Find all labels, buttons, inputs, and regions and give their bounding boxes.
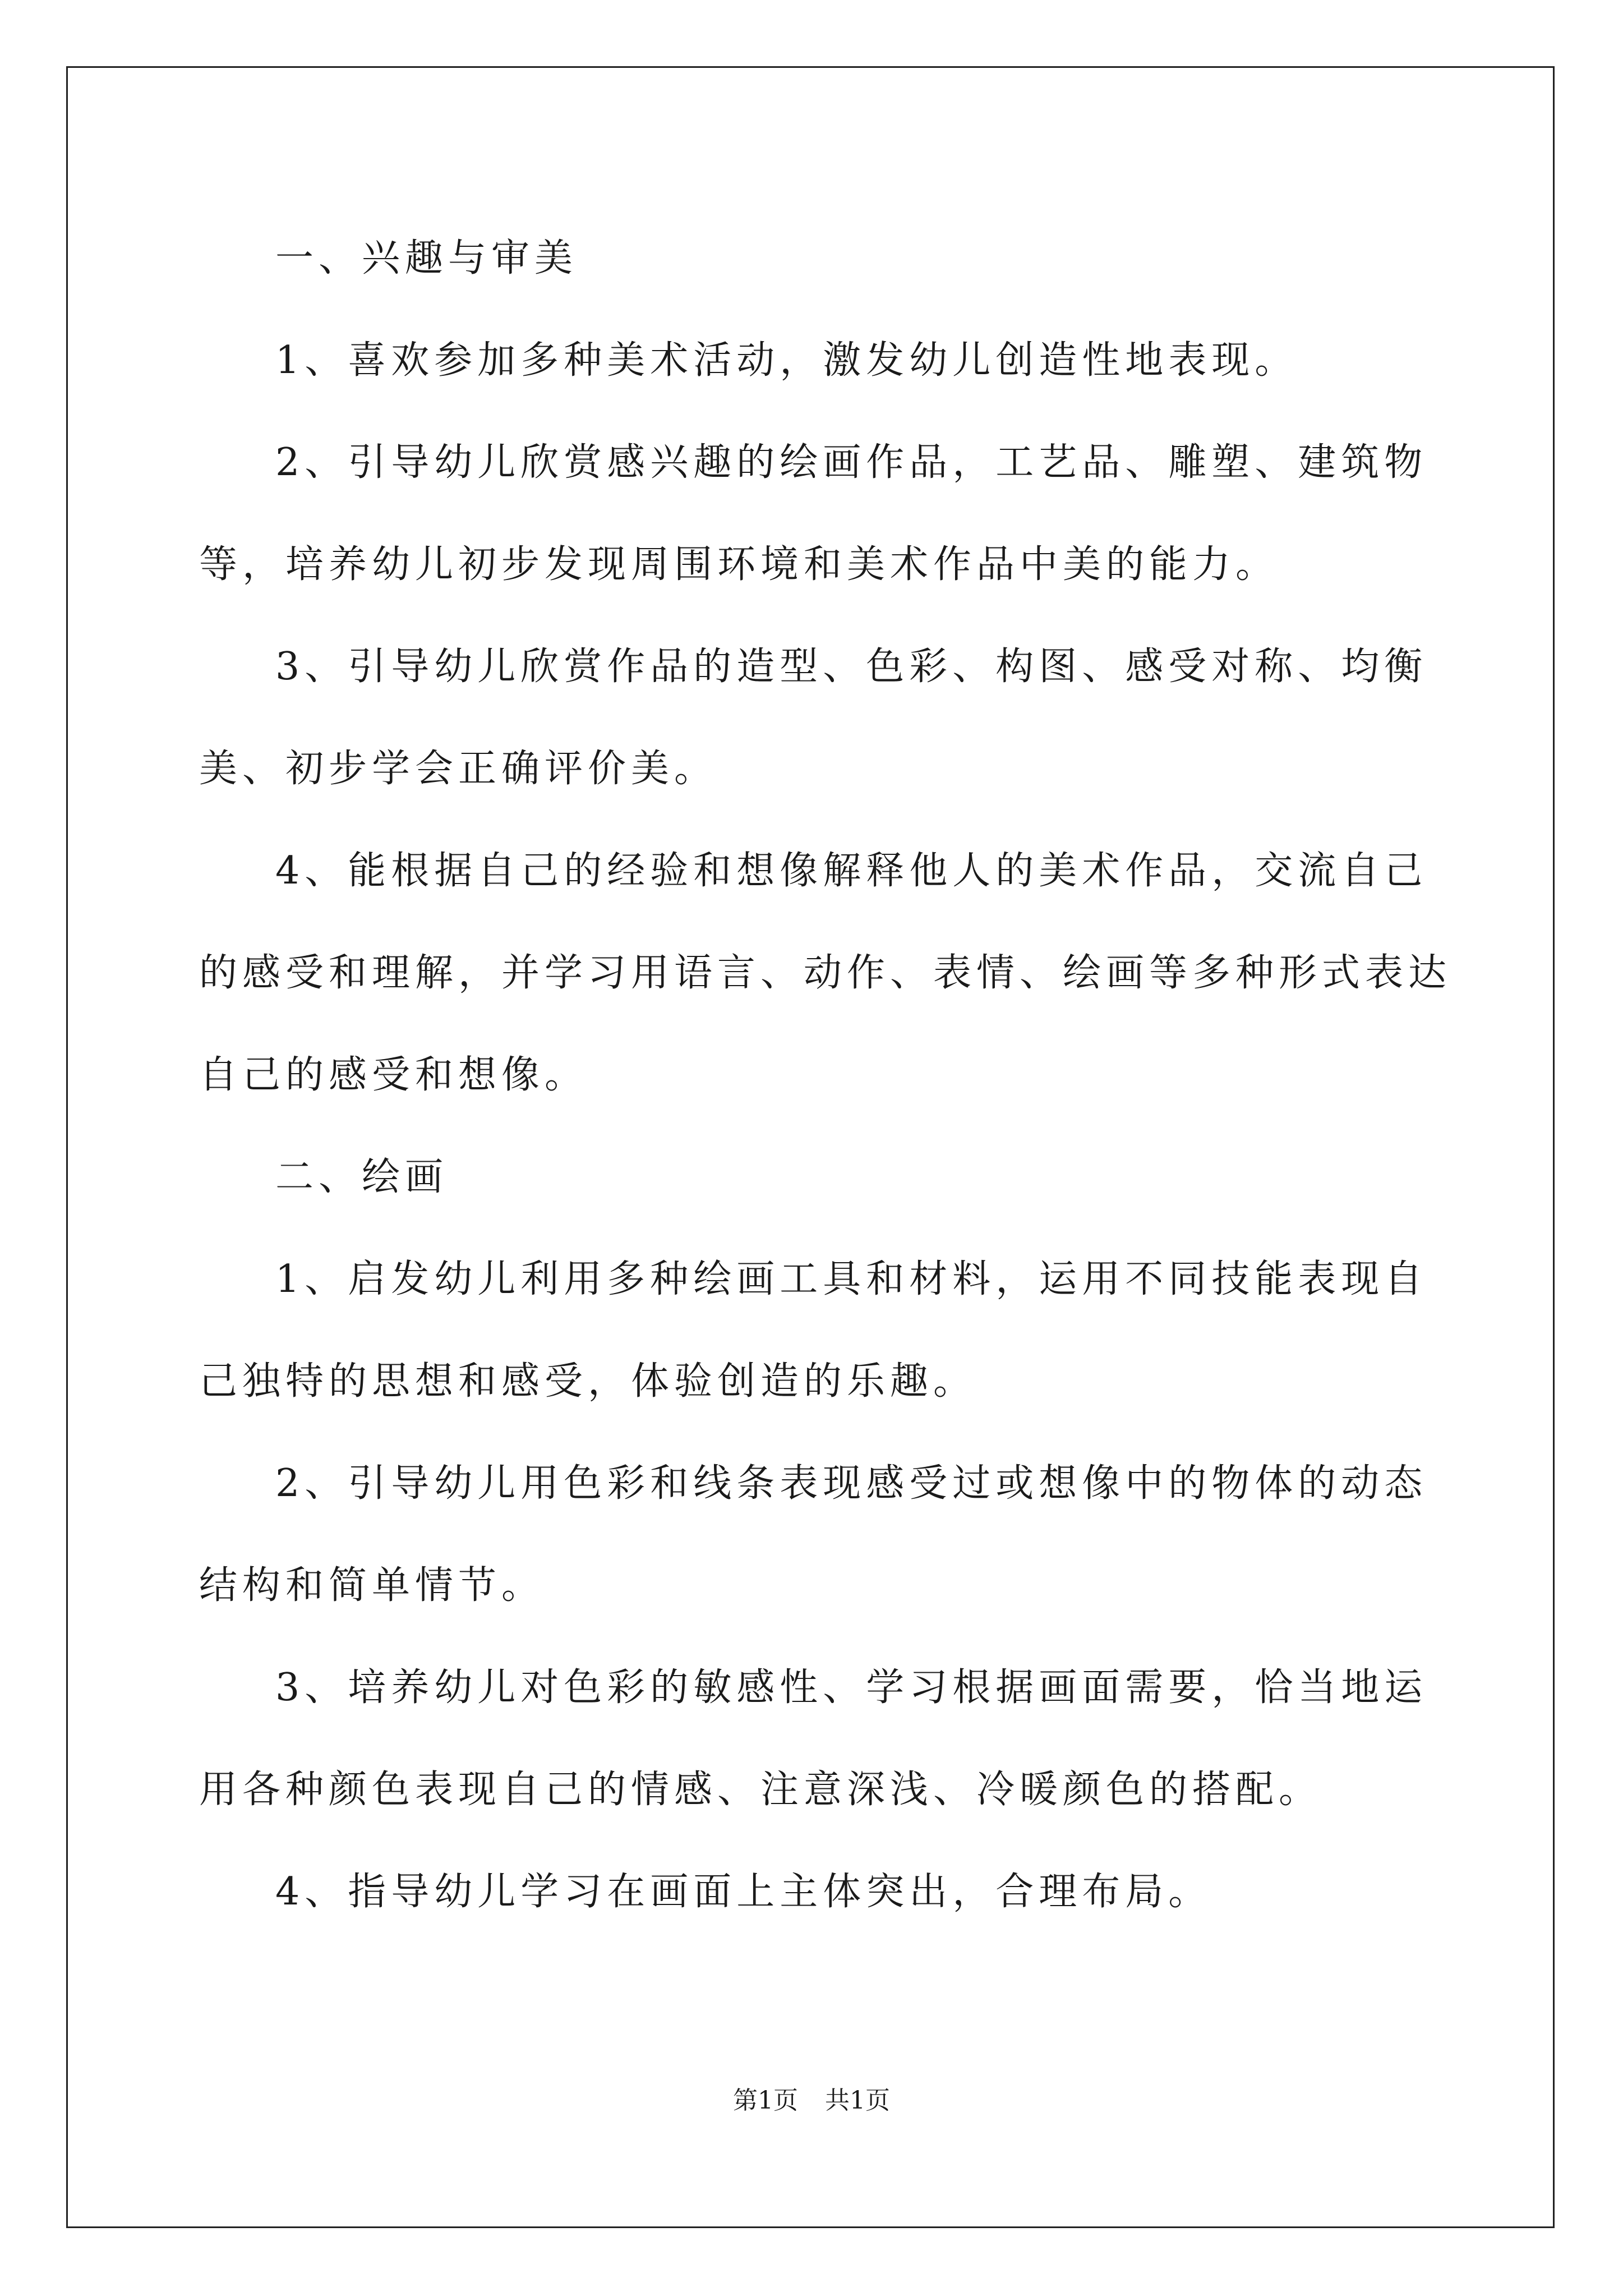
paragraph: 1、喜欢参加多种美术活动，激发幼儿创造性地表现。 xyxy=(275,338,1298,383)
section-heading-painting: 二、绘画 xyxy=(275,1155,449,1199)
paragraph: 2、引导幼儿用色彩和线条表现感受过或想像中的物体的动态结构和简单情节。 xyxy=(199,1461,1428,1608)
paragraph: 1、启发幼儿利用多种绘画工具和材料，运用不同技能表现自己独特的思想和感受，体验创造的乐趣。 xyxy=(199,1257,1428,1404)
page-footer xyxy=(0,2084,1623,2118)
document-body xyxy=(199,208,1455,1943)
paragraph: 3、培养幼儿对色彩的敏感性、学习根据画面需要，恰当地运用各种颜色表现自己的情感、注意深浅、冷暖颜色的搭配。 xyxy=(199,1665,1428,1812)
page-total: 共1页 xyxy=(825,2086,890,2115)
paragraph: 4、指导幼儿学习在画面上主体突出，合理布局。 xyxy=(275,1870,1212,1914)
paragraph: 3、引导幼儿欣赏作品的造型、色彩、构图、感受对称、均衡美、初步学会正确评价美。 xyxy=(199,645,1428,791)
paragraph: 2、引导幼儿欣赏感兴趣的绘画作品，工艺品、雕塑、建筑物等，培养幼儿初步发现周围环境和美术作品中美的能力。 xyxy=(199,440,1428,587)
paragraph: 4、能根据自己的经验和想像解释他人的美术作品，交流自己的感受和理解，并学习用语言、动作、表情、绘画等多种形式表达自己的感受和想像。 xyxy=(199,849,1452,1097)
section-heading-interest: 一、兴趣与审美 xyxy=(275,236,578,280)
page-number: 第1页 xyxy=(733,2086,798,2115)
